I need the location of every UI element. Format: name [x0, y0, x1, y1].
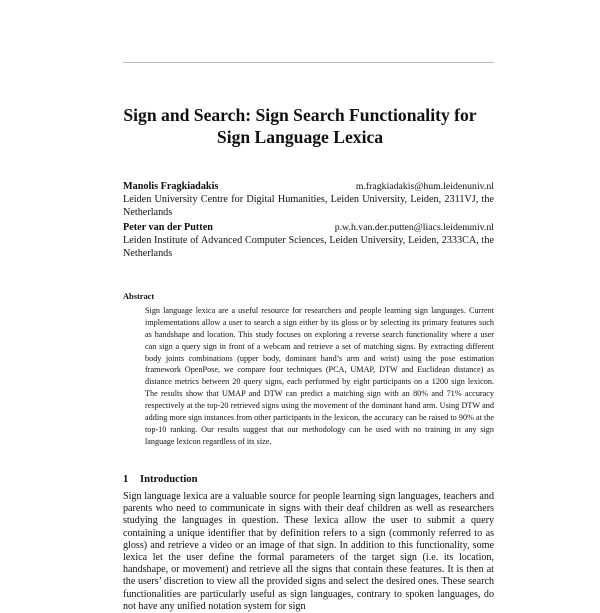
abstract-label: Abstract	[123, 292, 155, 301]
section-title: Introduction	[140, 474, 198, 485]
title-line-2: Sign Language Lexica	[216, 127, 384, 147]
intro-paragraph: Sign language lexica are a valuable source for people learning sign languages, teachers and parents who need to communicate in signs with their deaf children as well as researchers studying the languages in question. These lexica allow the user to submit a query containing a unique identifier that by definition refers to a sign (commonly referred to as gloss) and retrieve a video or an image of that sign. In addition to this functionality, some lexica let the user define the formal parameters of the target sign (i.e. its location, handshape, or movement) and retrieve all the signs that contain these features. It is then at the users’ discretion to view all the provided signs and select the desired ones. These search functionalities are particularly useful as sign languages, contrary to spoken languages, do not have any unified notation system for sign	[123, 491, 494, 612]
author-block-2	[123, 222, 494, 260]
author-block-1	[123, 181, 494, 219]
abstract-body: Sign language lexica are a useful resource for researchers and people learning sign languages. Current implementations allow a user to search a sign either by its gloss or by selecting its primary features such as handshape and location. This study focuses on exploring a reverse search functionality where a user can sign a query sign in front of a webcam and retrieve a set of matching signs. By extracting different body joints combinations (upper body, dominant hand’s arm and wrist) using the pose estimation framework OpenPose, we compare four techniques (PCA, UMAP, DTW and Euclidean distance) as distance metrics between 20 query signs, each performed by eight participants on a 1200 sign lexicon. The results show that UMAP and DTW can predict a matching sign with an 80% and 71% accuracy respectively at the top-20 retrieved signs using the movement of the dominant hand arm. Using DTW and adding more sign instances from other participants in the lexicon, the accuracy can be raised to 90% at the top-10 ranking. Our results suggest that our methodology can be used with no training in any sign language lexicon regardless of its size.	[145, 305, 494, 446]
section-heading-introduction	[123, 474, 494, 485]
introduction-body	[123, 491, 494, 613]
header-rule	[123, 62, 494, 63]
author-email: m.fragkiadakis@hum.leidenuniv.nl	[355, 181, 494, 192]
section-number: 1	[123, 474, 129, 485]
author-affiliation: Leiden University Centre for Digital Humanities, Leiden University, Leiden, 2311VJ, the Netherlands	[123, 193, 494, 218]
author-name: Manolis Fragkiadakis	[123, 181, 219, 192]
author-name: Peter van der Putten	[123, 222, 213, 233]
abstract-section	[123, 291, 494, 448]
paper-title	[100, 104, 500, 148]
author-email: p.w.h.van.der.putten@liacs.leidenuniv.nl	[334, 222, 494, 233]
author-affiliation: Leiden Institute of Advanced Computer Sciences, Leiden University, Leiden, 2333CA, the Netherlands	[123, 234, 494, 259]
title-line-1: Sign and Search: Sign Search Functionality for	[123, 105, 477, 125]
